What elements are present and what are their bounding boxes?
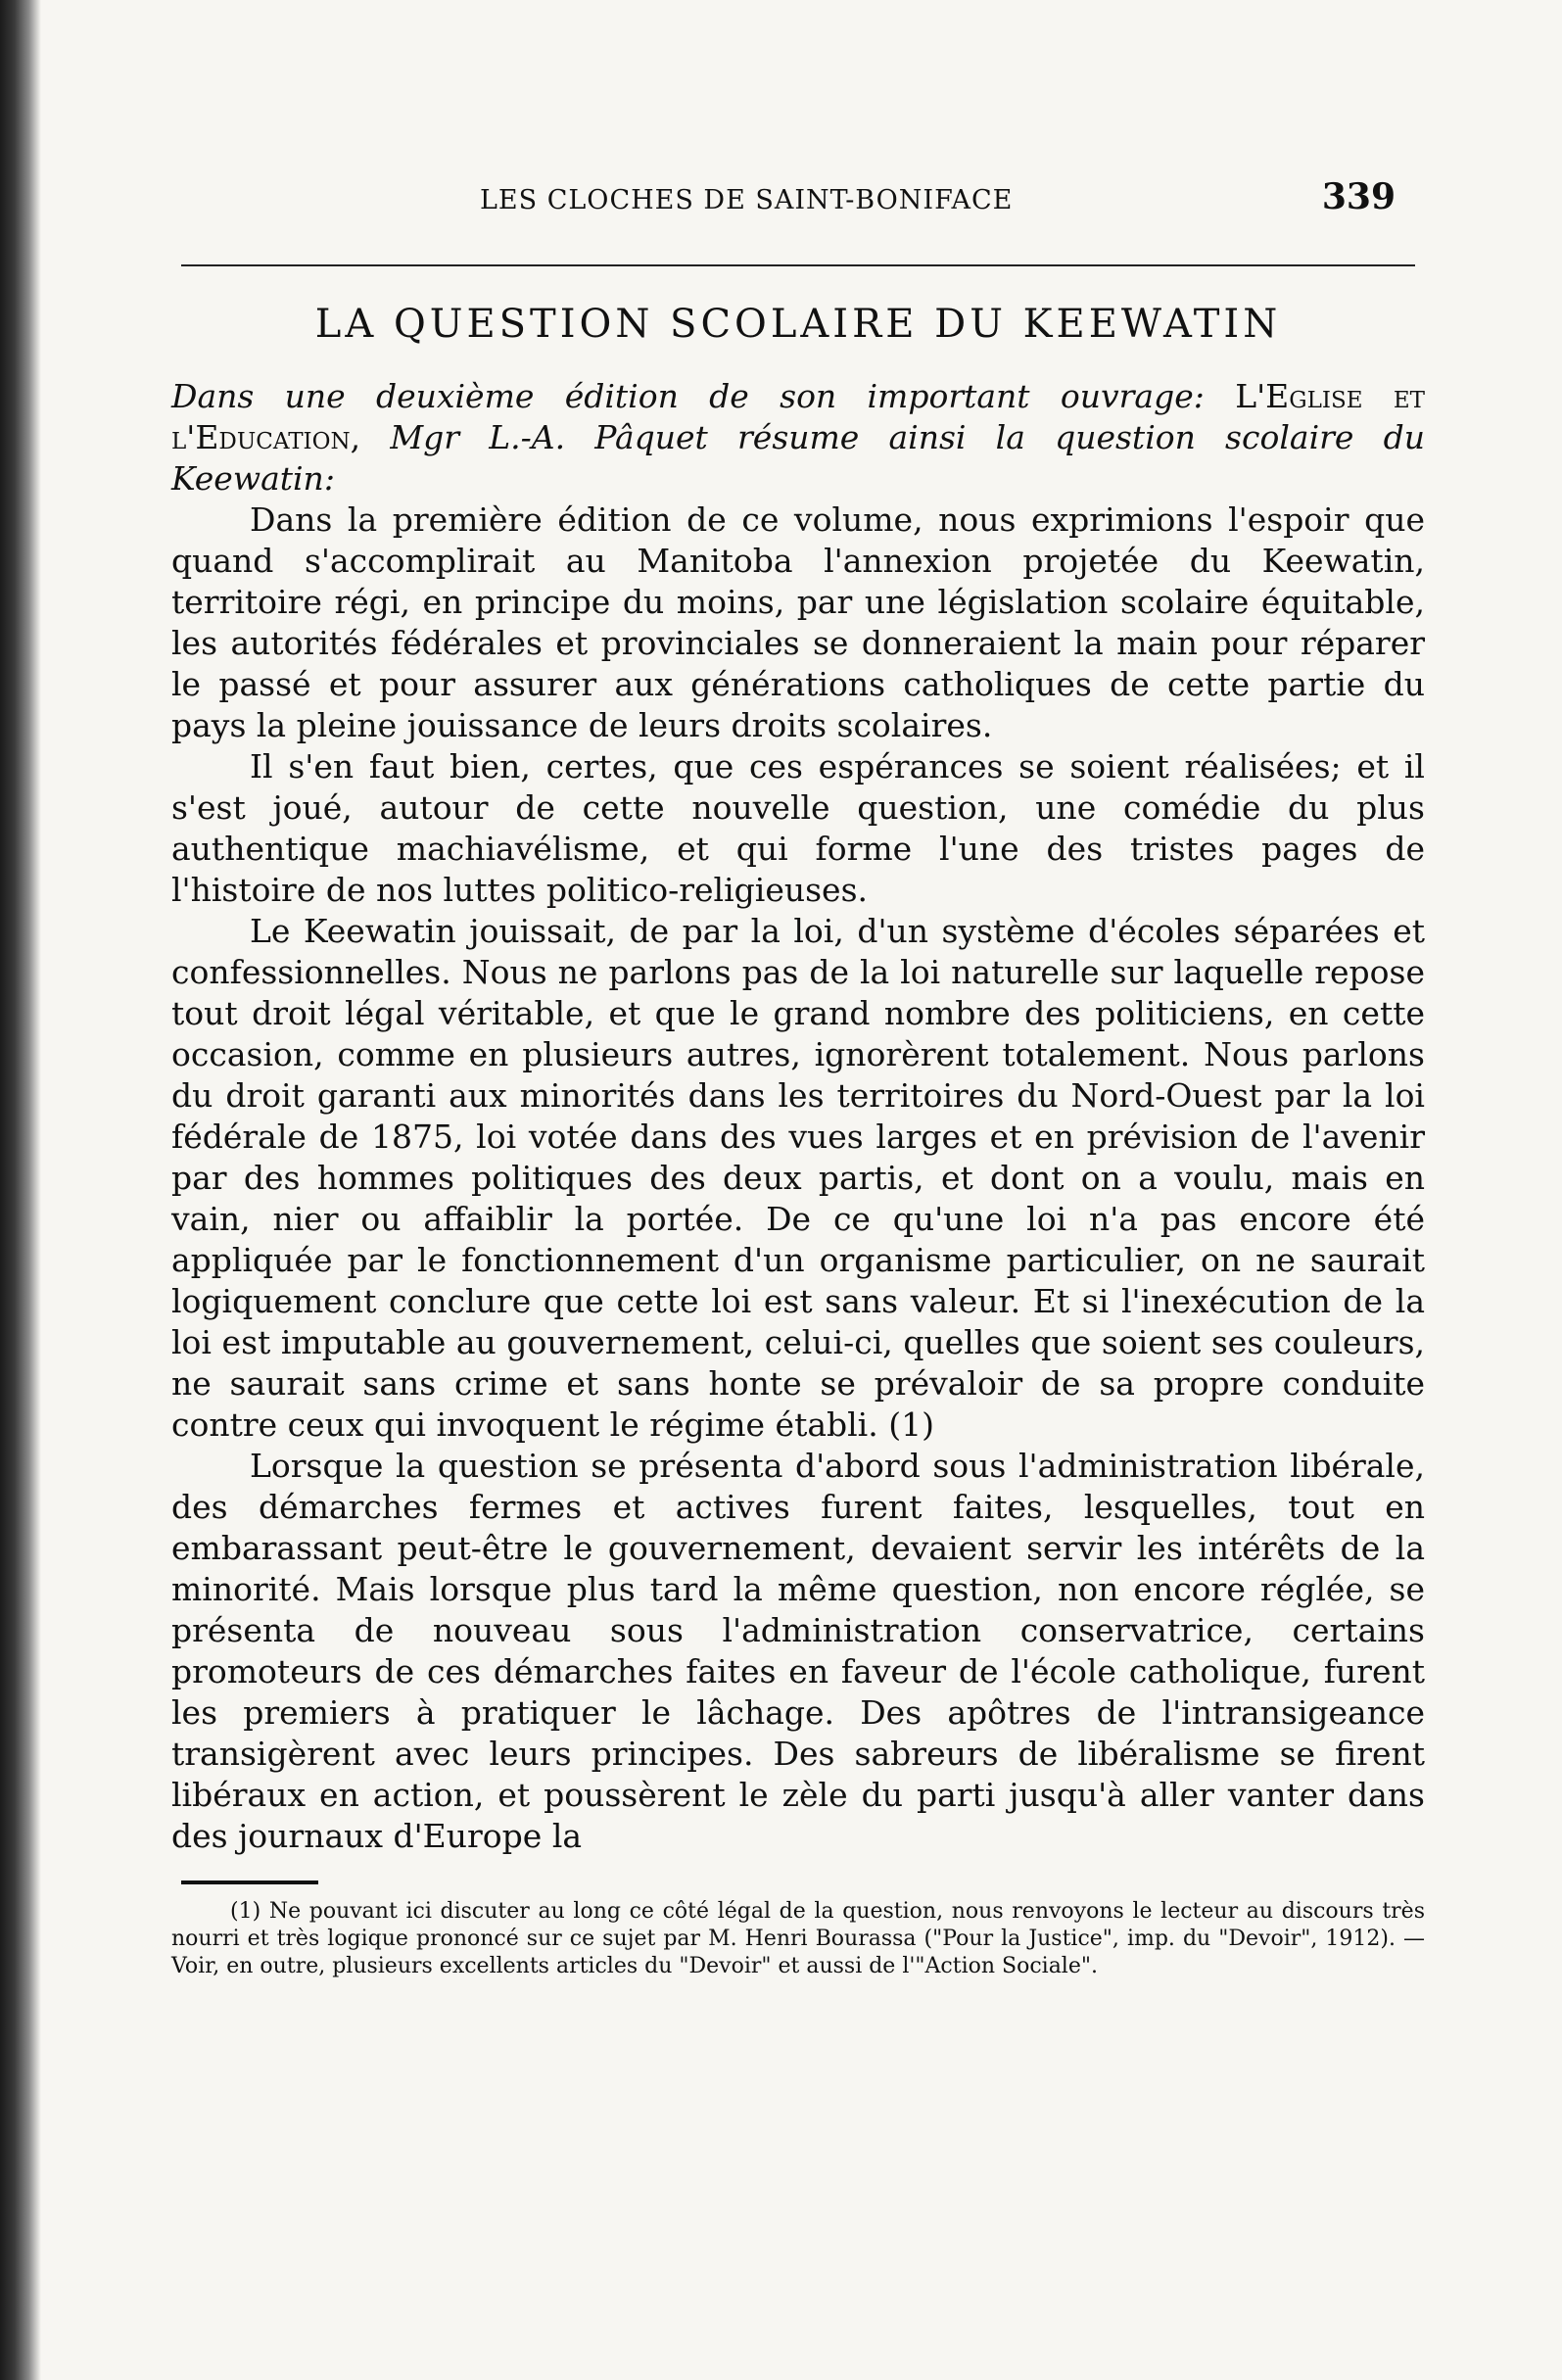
running-title: LES CLOCHES DE SAINT-BONIFACE (480, 185, 1014, 215)
paragraph: Dans la première édition de ce volume, nous exprimions l'espoir que quand s'accomplirait au Manitoba l'annexion projetée du Keewatin, territoire régi, en principe du moins, par une législation scolaire équitable, les autorités fédérales et provinciales se donneraient la main pour réparer le passé et pour assurer aux générations catholiques de cette partie du pays la pleine jouissance de leurs droits scolaires. (171, 500, 1425, 744)
article-intro (171, 376, 1425, 500)
body-text (162, 500, 1435, 1857)
article-title: LA QUESTION SCOLAIRE DU KEEWATIN (314, 302, 1282, 347)
paragraph: Lorsque la question se présenta d'abord sous l'administration libérale, des démarches fermes et actives furent faites, lesquelles, tout en embarassant peut-être le gouvernement, devaient servir les intérêts de la minorité. Mais lorsque plus tard la même question, non encore réglée, se présenta de nouveau sous l'administration conservatrice, certains promoteurs de ces démarches faites en faveur de l'école catholique, furent les premiers à pratiquer le lâchage. Des apôtres de l'intransigeance transigèrent avec leurs principes. Des sabreurs de libéralisme se firent libéraux en action, et poussèrent le zèle du parti jusqu'à aller vanter dans des journaux d'Europe la (171, 1447, 1425, 1855)
paragraph: Le Keewatin jouissait, de par la loi, d'un système d'écoles séparées et confessionnelles. Nous ne parlons pas de la loi naturelle sur laquelle repose tout droit légal véritable, et que le grand nombre des politiciens, en cette occasion, comme en plusieurs autres, ignorèrent totalement. Nous parlons du droit garanti aux minorités dans les territoires du Nord-Ouest par la loi fédérale de 1875, loi votée dans des vues larges et en prévision de l'avenir par des hommes politiques des deux partis, et dont on a voulu, mais en vain, nier ou affaiblir la portée. De ce qu'une loi n'a pas encore été appliquée par le fonctionnement d'un organisme particulier, on ne saurait logiquement conclure que cette loi est sans valeur. Et si l'inexécution de la loi est imputable au gouvernement, celui-ci, quelles que soient ses couleurs, ne saurait sans crime et sans honte se prévaloir de sa propre conduite contre ceux qui invoquent le régime établi. (1) (171, 912, 1425, 1444)
running-header (162, 176, 1435, 235)
header-rule (181, 264, 1415, 266)
page-number: 339 (1321, 176, 1396, 217)
intro-text-1: Dans une deuxième édition de son important ouvrage: (171, 377, 1205, 415)
book-binding-shadow (0, 0, 41, 2380)
paragraph: Il s'en faut bien, certes, que ces espérances se soient réalisées; et il s'est joué, autour de cette nouvelle question, une comédie du plus authentique machiavélisme, et qui forme l'une des tristes pages de l'histoire de nos luttes politico-religieuses. (171, 747, 1425, 909)
footnote: (1) Ne pouvant ici discuter au long ce côté légal de la question, nous renvoyons le lecteur au discours très nourri et très logique prononcé sur ce sujet par M. Henri Bourassa ("Pour la Justice", imp. du "Devoir", 1912). — Voir, en outre, plusieurs excellents articles du "Devoir" et aussi de l'"Action Sociale". (171, 1899, 1425, 1978)
intro-text-2: Mgr L.-A. Pâquet résume ainsi la question scolaire du Keewatin: (171, 418, 1425, 498)
intro-book-title: L'Eglise et l'Education, (171, 377, 1425, 456)
book-page (162, 176, 1435, 1980)
footnote-rule (181, 1880, 318, 1884)
